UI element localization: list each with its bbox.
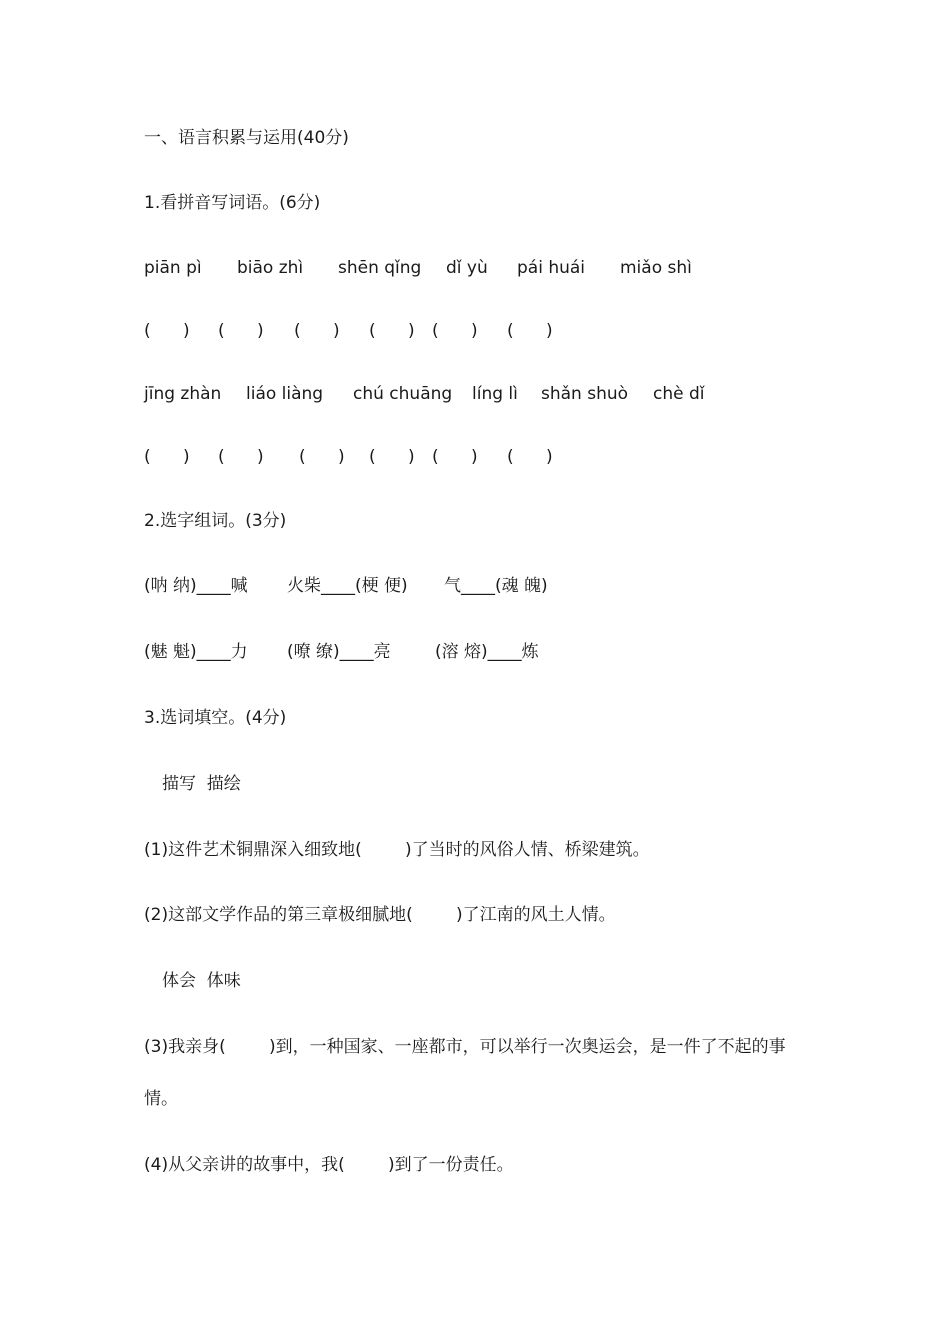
- pinyin-item: chú chuāng: [353, 384, 453, 404]
- pinyin-item: shēn qǐng: [338, 258, 422, 278]
- pinyin-item: miǎo shì: [620, 258, 692, 278]
- answer-blank[interactable]: ( ): [369, 321, 415, 341]
- answer-blank[interactable]: ( ): [294, 321, 340, 341]
- answer-blank[interactable]: ( ): [144, 321, 190, 341]
- sentence-1: (1)这件艺术铜鼎深入细致地( )了当时的风俗人情、桥梁建筑。: [144, 840, 650, 860]
- pinyin-item: dǐ yù: [446, 258, 488, 278]
- answer-blank[interactable]: ( ): [144, 447, 190, 467]
- pinyin-item: liáo liàng: [246, 384, 324, 404]
- answer-blank[interactable]: ( ): [369, 447, 415, 467]
- word-choice-item: 火柴____(梗 便): [287, 576, 408, 596]
- word-choice-item: (溶 熔)____炼: [435, 642, 539, 662]
- answer-blank[interactable]: ( ): [218, 447, 264, 467]
- sentence-3: (3)我亲身( )到，一种国家、一座都市，可以举行一次奥运会，是一件了不起的事: [144, 1037, 786, 1057]
- section-title: 一、语言积累与运用(40分): [144, 128, 349, 148]
- question-2-title: 2.选字组词。(3分): [144, 511, 287, 531]
- word-group-1: 描写 描绘: [162, 774, 241, 794]
- word-group-2: 体会 体味: [162, 971, 241, 991]
- answer-blank[interactable]: ( ): [432, 321, 478, 341]
- answer-blank[interactable]: ( ): [507, 447, 553, 467]
- question-3-title: 3.选词填空。(4分): [144, 708, 287, 728]
- answer-blank[interactable]: ( ): [299, 447, 345, 467]
- pinyin-item: jīng zhàn: [144, 384, 222, 404]
- sentence-4: (4)从父亲讲的故事中，我( )到了一份责任。: [144, 1155, 514, 1175]
- question-1-title: 1.看拼音写词语。(6分): [144, 193, 321, 213]
- pinyin-item: piān pì: [144, 258, 202, 278]
- pinyin-item: líng lì: [472, 384, 518, 404]
- sentence-2: (2)这部文学作品的第三章极细腻地( )了江南的风土人情。: [144, 905, 616, 925]
- pinyin-item: pái huái: [517, 258, 586, 278]
- sentence-3-continued: 情。: [144, 1089, 178, 1109]
- pinyin-item: biāo zhì: [237, 258, 304, 278]
- word-choice-item: (嘹 缭)____亮: [287, 642, 391, 662]
- word-choice-item: (魅 魁)____力: [144, 642, 248, 662]
- answer-blank[interactable]: ( ): [218, 321, 264, 341]
- pinyin-item: shǎn shuò: [541, 384, 629, 404]
- word-choice-item: 气____(魂 魄): [444, 576, 548, 596]
- word-choice-item: (呐 纳)____喊: [144, 576, 248, 596]
- answer-blank[interactable]: ( ): [507, 321, 553, 341]
- pinyin-item: chè dǐ: [653, 384, 705, 404]
- answer-blank[interactable]: ( ): [432, 447, 478, 467]
